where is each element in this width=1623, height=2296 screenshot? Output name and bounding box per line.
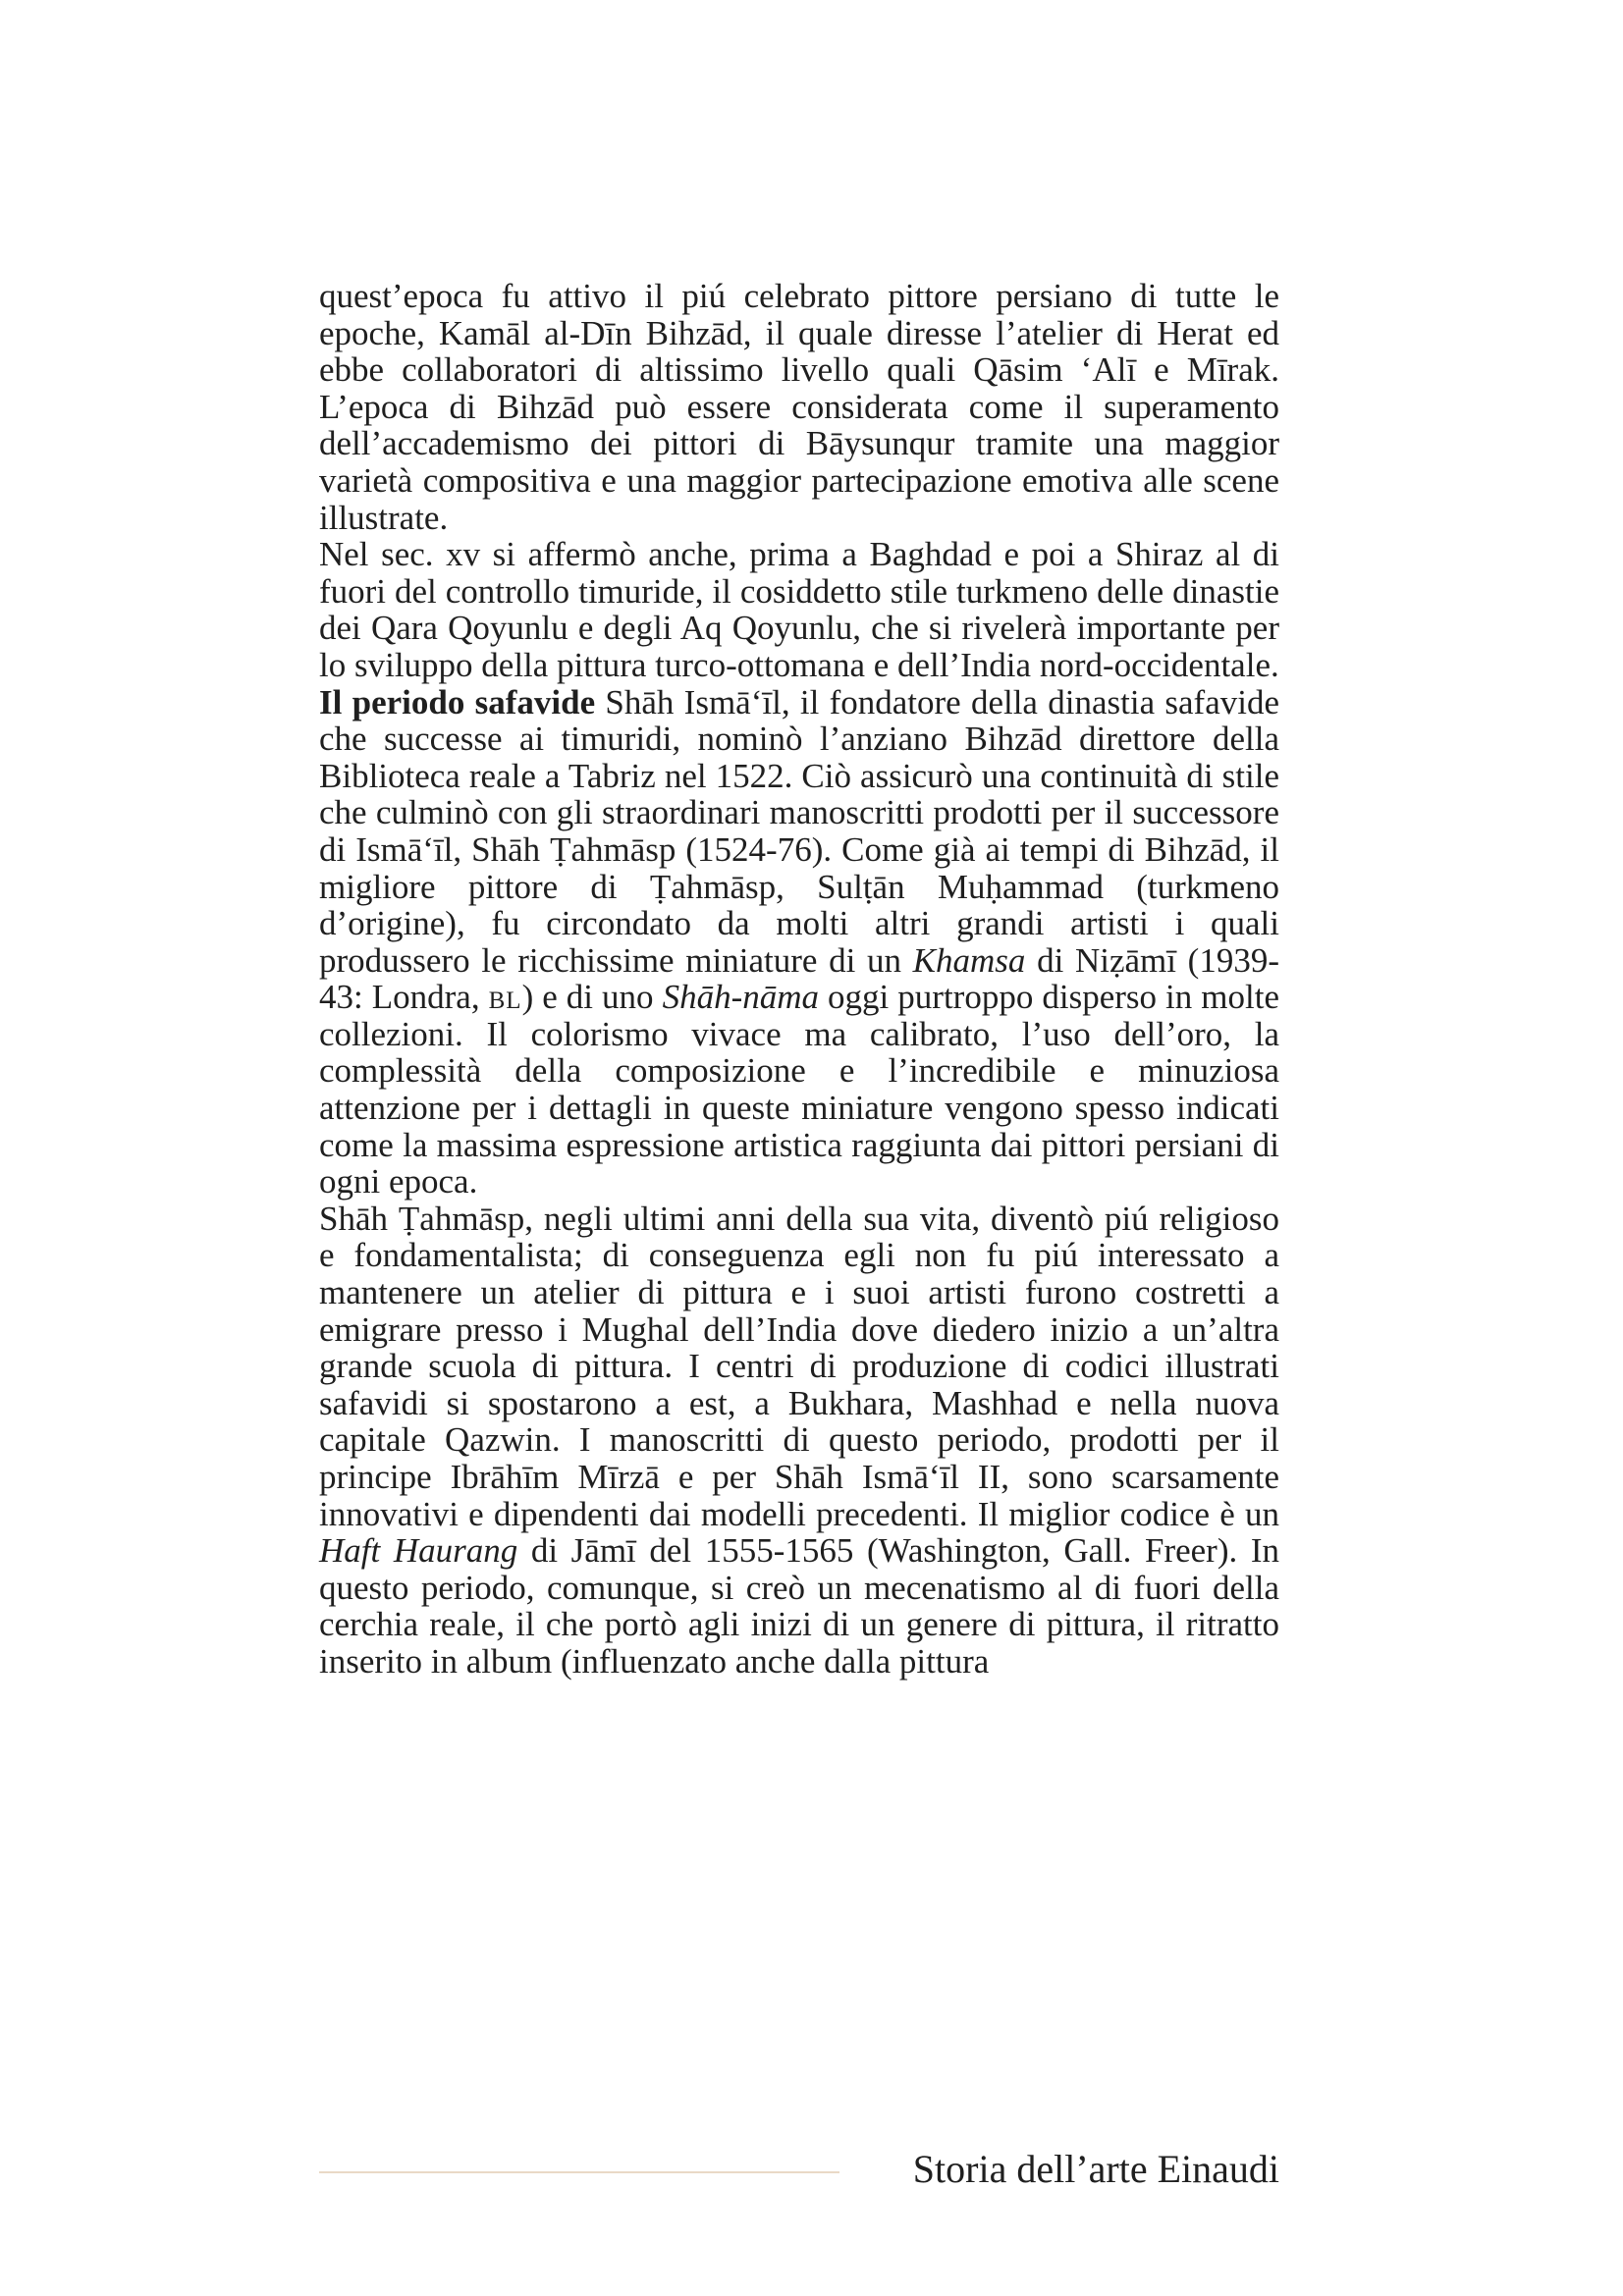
abbrev-bl: bl	[488, 978, 522, 1017]
footer-rule	[319, 2171, 839, 2173]
footer-series-title: Storia dell’arte Einaudi	[912, 2147, 1279, 2191]
paragraph-turkmen-style: Nel sec. xv si affermò anche, prima a Baghdad e poi a Shiraz al di fuori del controllo timuride, il cosiddetto stile turkmeno delle dinastie dei Qara Qoyunlu e degli Aq Qoyunlu, che si rivelerà importante per lo sviluppo della pittura turco-ottomana e dell’India nord-occidentale.	[319, 535, 1279, 684]
text-run: oggi purtroppo disperso in molte collezioni. Il colorismo vivace ma calibrato, l’uso dell’oro, la complessità della composizione e l’incredibile e minuziosa attenzione per i dettagli in queste miniature vengono spesso indicati come la massima espressione artistica raggiunta dai pittori persiani di ogni epoca.	[319, 978, 1280, 1201]
title-khamsa: Khamsa	[912, 940, 1026, 980]
text-run: Shāh Ṭahmāsp, negli ultimi anni della sua vita, diventò piú religioso e fondamentalista; di conseguenza egli non fu piú interessato a mantenere un atelier di pittura e i suoi artisti furono costretti a emigrare presso i Mughal dell’India dove diedero inizio a un’altra grande scuola di pittura. I centri di produzione di codici illustrati safavidi si spostarono a est, a Bukhara, Mashhad e nella nuova capitale Qazwin. I manoscritti di questo periodo, prodotti per il principe Ibrāhīm Mīrzā e per Shāh Ismā‘īl II, sono scarsamente innovativi e dipendenti dai modelli precedenti. Il miglior codice è un	[319, 1199, 1279, 1533]
text-run: di Jāmī del 1555-1565 (Washington, Gall. Freer). In questo periodo, comunque, si creò un mecenatismo al di fuori della cerchia reale, il che portò agli inizi di un genere di pittura, il ritratto inserito in album (influenzato anche dalla pittura	[319, 1531, 1279, 1681]
paragraph-bihzad: quest’epoca fu attivo il piú celebrato pittore persiano di tutte le epoche, Kamāl al-Dīn Bihzād, il quale diresse l’atelier di Herat ed ebbe collaboratori di altissimo livello quali Qāsim ‘Alī e Mīrak. L’epoca di Bihzād può essere considerata come il superamento dell’accademismo dei pittori di Bāysunqur tramite una maggior varietà compositiva e una maggior partecipazione emotiva alle scene illustrate.	[319, 277, 1279, 537]
text-run: di Niẓāmī (1939-43: Londra,	[319, 940, 1279, 1017]
text-run: Shāh Ismā‘īl, il fondatore della dinastia safavide che successe ai timuridi, nominò l’anziano Bihzād direttore della Biblioteca reale a Tabriz nel 1522. Ciò assicurò una continuità di stile che culminò con gli straordinari manoscritti prodotti per il successore di Ismā‘īl, Shāh Ṭahmāsp (1524-76). Come già ai tempi di Bihzād, il migliore pittore di Ṭahmāsp, Sulṭān Muḥammad (turkmeno d’origine), fu circondato da molti altri grandi artisti i quali produssero le ricchissime miniature di un	[319, 682, 1279, 980]
paragraph-safavid-period	[319, 684, 1279, 1201]
title-haft-haurang: Haft Haurang	[319, 1531, 518, 1571]
section-heading-safavid: Il periodo safavide	[319, 682, 596, 721]
body-text	[319, 278, 1279, 1681]
text-run: ) e di uno	[521, 978, 663, 1017]
paragraph-tahmasp-late	[319, 1201, 1279, 1681]
title-shah-nama: Shāh-nāma	[662, 978, 820, 1017]
